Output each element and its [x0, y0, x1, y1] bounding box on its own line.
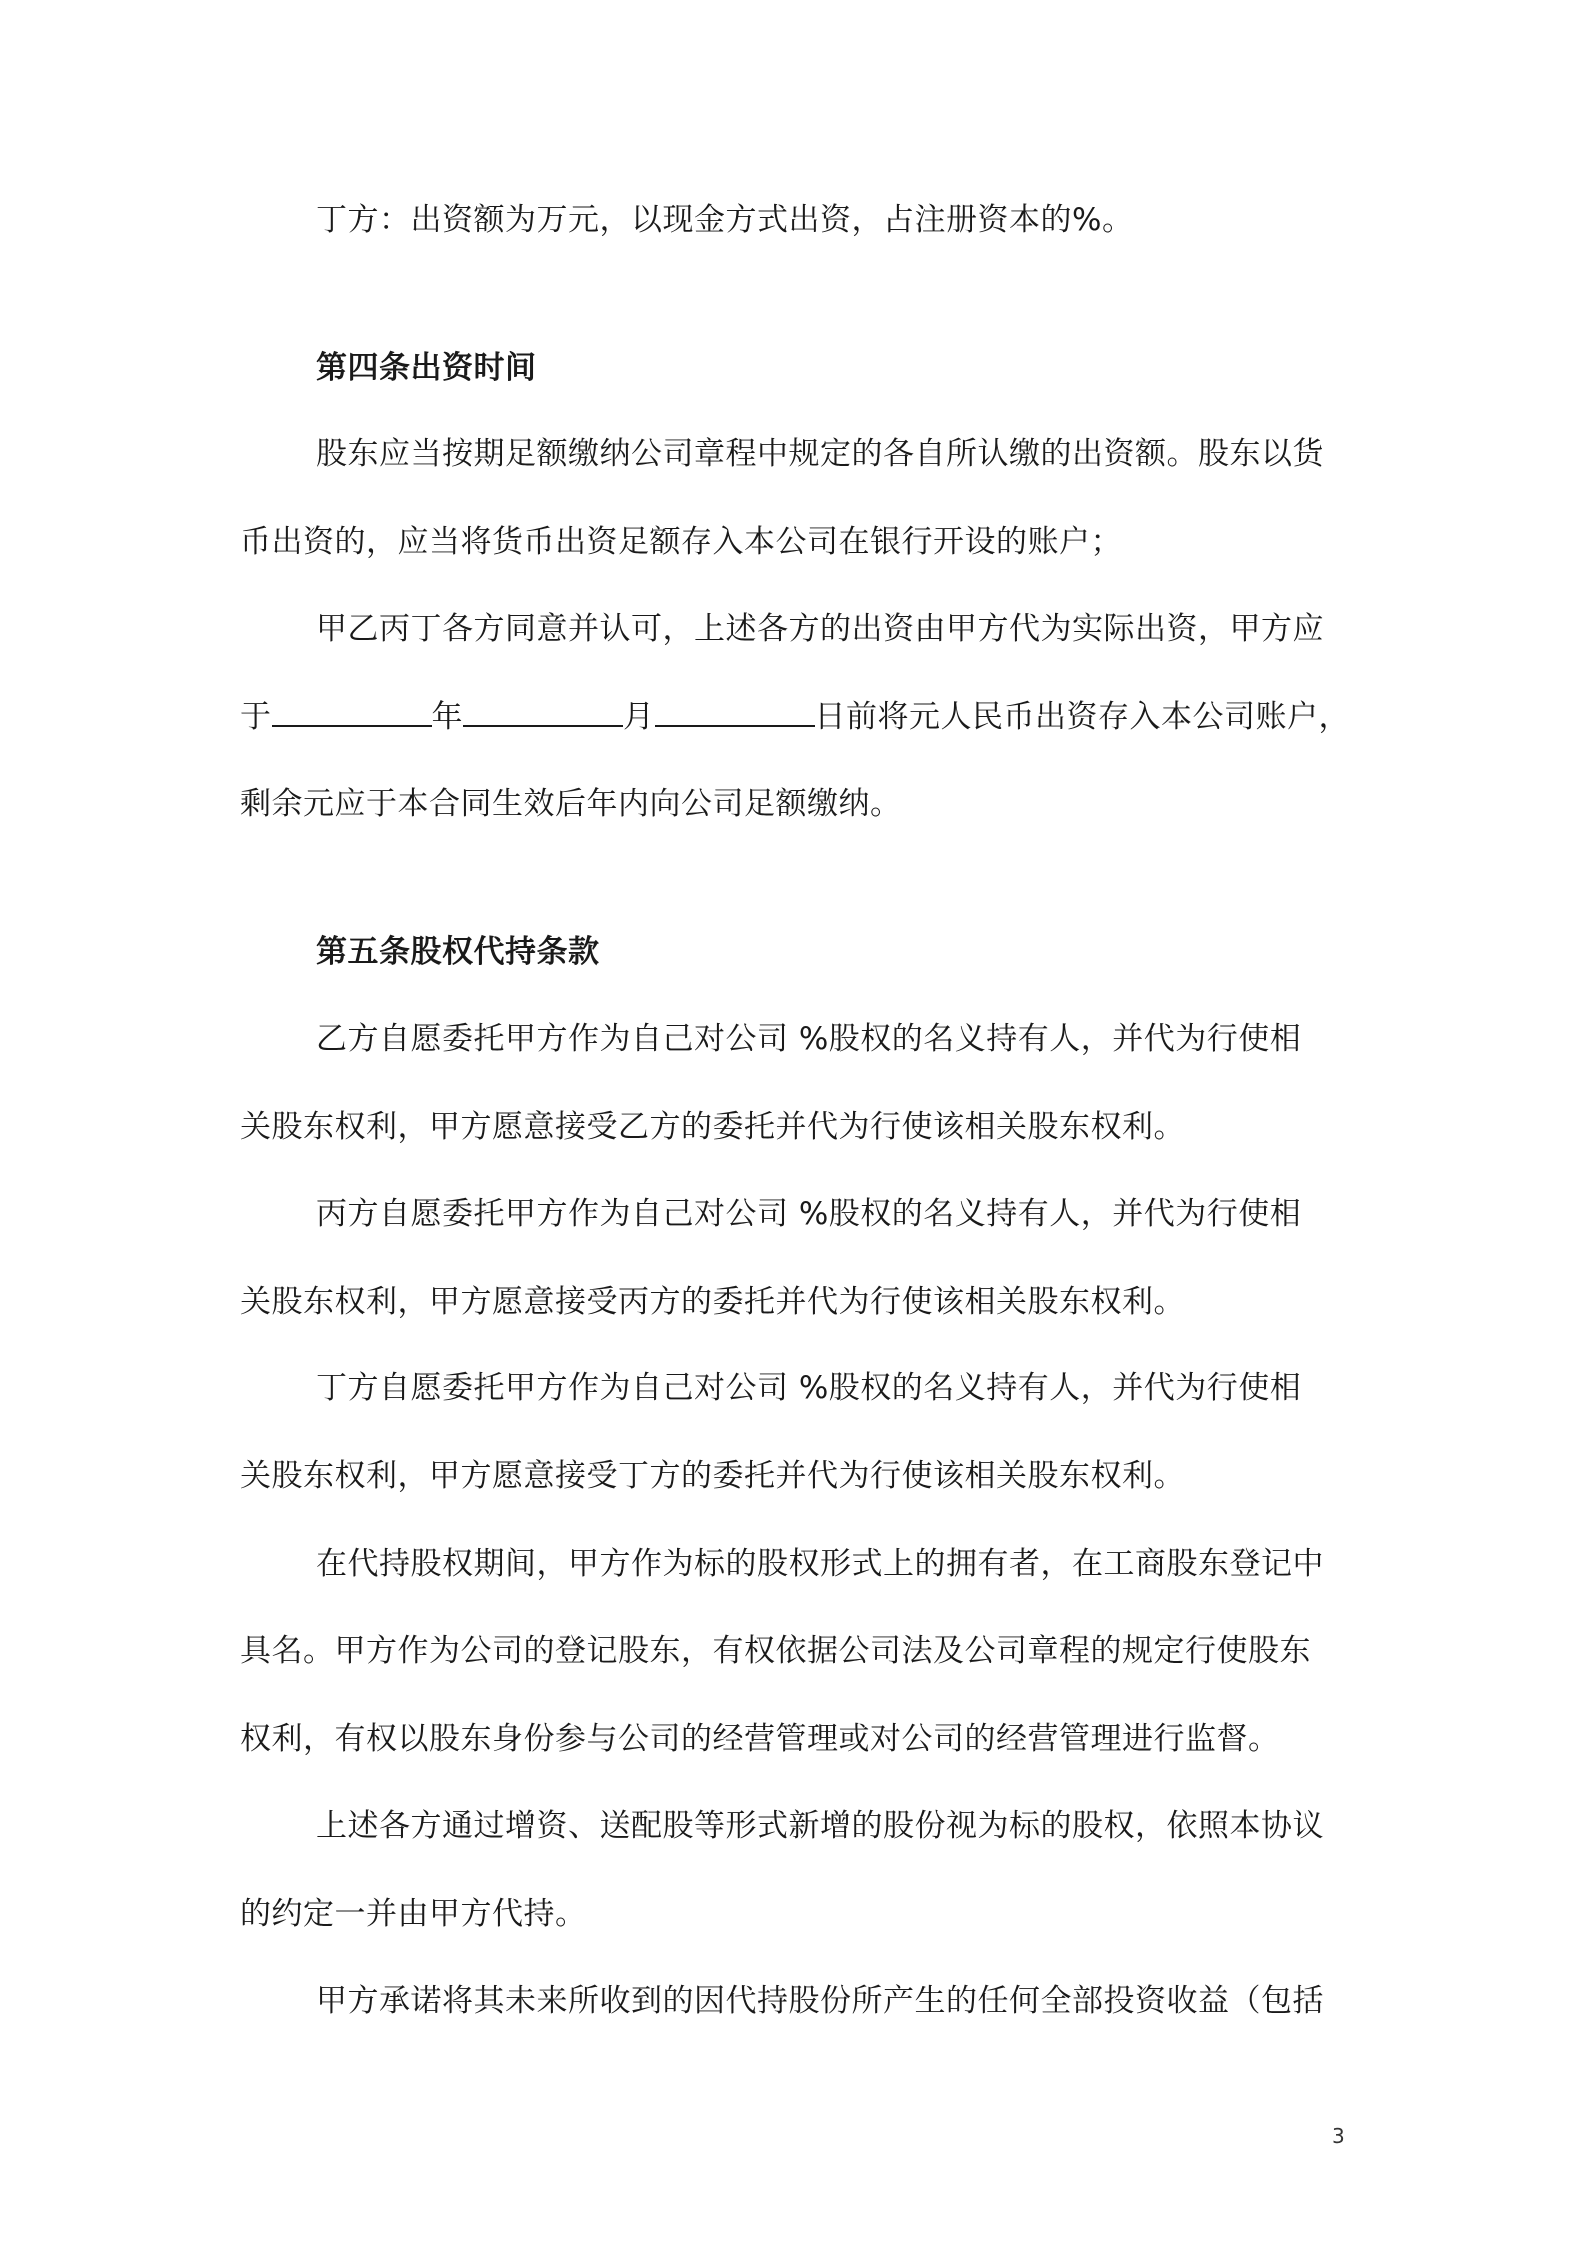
- paragraph-line: 关股东权利，甲方愿意接受乙方的委托并代为行使该相关股东权利。: [240, 1109, 1185, 1145]
- date-month-label: 月: [623, 699, 655, 735]
- paragraph-line: 甲方承诺将其未来所收到的因代持股份所产生的任何全部投资收益（包括: [316, 1983, 1324, 2019]
- paragraph-line: 股东应当按期足额缴纳公司章程中规定的各自所认缴的出资额。股东以货: [316, 436, 1324, 472]
- date-prefix: 于: [240, 699, 272, 735]
- month-blank: [463, 695, 623, 727]
- paragraph-line: 乙方自愿委托甲方作为自己对公司 %股权的名义持有人，并代为行使相: [316, 1021, 1302, 1057]
- paragraph-line: 关股东权利，甲方愿意接受丙方的委托并代为行使该相关股东权利。: [240, 1284, 1185, 1320]
- date-fill-line: [240, 695, 1350, 739]
- paragraph-line: 在代持股权期间，甲方作为标的股权形式上的拥有者，在工商股东登记中: [316, 1546, 1324, 1582]
- paragraph-line: 丙方自愿委托甲方作为自己对公司 %股权的名义持有人，并代为行使相: [316, 1196, 1302, 1232]
- date-year-label: 年: [431, 699, 463, 735]
- paragraph-line: 丁方：出资额为万元，以现金方式出资，占注册资本的%。: [316, 202, 1134, 238]
- paragraph-line: 丁方自愿委托甲方作为自己对公司 %股权的名义持有人，并代为行使相: [316, 1370, 1302, 1406]
- page-number: 3: [1332, 2124, 1345, 2148]
- year-blank: [272, 695, 432, 727]
- paragraph-line: 上述各方通过增资、送配股等形式新增的股份视为标的股权，依照本协议: [316, 1808, 1324, 1844]
- paragraph-line: 具名。甲方作为公司的登记股东，有权依据公司法及公司章程的规定行使股东: [240, 1633, 1311, 1669]
- paragraph-line: 关股东权利，甲方愿意接受丁方的委托并代为行使该相关股东权利。: [240, 1458, 1185, 1494]
- paragraph-line: 币出资的，应当将货币出资足额存入本公司在银行开设的账户；: [240, 524, 1122, 560]
- day-blank: [655, 695, 815, 727]
- paragraph-line: 剩余元应于本合同生效后年内向公司足额缴纳。: [240, 786, 902, 822]
- paragraph-line: 的约定一并由甲方代持。: [240, 1896, 587, 1932]
- section-heading-article-5: 第五条股权代持条款: [316, 934, 600, 970]
- paragraph-line: 权利，有权以股东身份参与公司的经营管理或对公司的经营管理进行监督。: [240, 1721, 1280, 1757]
- section-heading-article-4: 第四条出资时间: [316, 350, 537, 386]
- paragraph-line: 甲乙丙丁各方同意并认可，上述各方的出资由甲方代为实际出资，甲方应: [316, 611, 1324, 647]
- date-suffix: 日前将元人民币出资存入本公司账户，: [814, 699, 1350, 735]
